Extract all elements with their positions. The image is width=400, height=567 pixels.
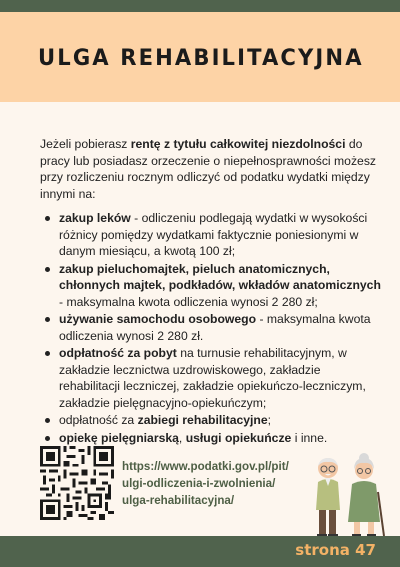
intro-bold: rentę z tytułu całkowitej niezdolności xyxy=(130,137,346,151)
item-separator: , xyxy=(178,430,186,445)
item-bold-2: usługi opiekuńcze xyxy=(185,430,292,445)
item-bold: używanie samochodu osobowego xyxy=(59,312,257,326)
list-item xyxy=(40,210,382,260)
elderly-couple-icon xyxy=(312,452,388,542)
item-bold: zakup pieluchomajtek, pieluch anatomicznych, chłonnych majtek, podkładów, wkładów anatomicznych xyxy=(59,261,381,292)
url-line-3: ulga-rehabilitacyjna/ xyxy=(122,494,235,507)
deduction-list xyxy=(40,210,382,447)
url-line-1: https://www.podatki.gov.pl/pit/ xyxy=(122,460,289,473)
item-text: - maksymalna kwota odliczenia wynosi 2 280 zł. xyxy=(59,312,371,343)
top-bar xyxy=(0,0,400,12)
list-item xyxy=(40,261,382,311)
intro-text-after: do pracy lub posiadasz orzeczenie o niepełnosprawności możesz przy rozliczeniu rocznym odliczyć od podatku wydatki między innymi na: xyxy=(40,137,377,201)
page-title: ULGA REHABILITACYJNA xyxy=(38,46,364,71)
item-text: ; xyxy=(267,413,272,427)
url-line-2: ulgi-odliczenia-i-zwolnienia/ xyxy=(122,477,276,490)
item-bold: odpłatność za pobyt xyxy=(59,346,177,360)
item-bold: zakup leków xyxy=(59,211,131,225)
page-number: strona 47 xyxy=(295,541,376,559)
url-link[interactable] xyxy=(122,458,322,509)
intro-paragraph xyxy=(40,136,376,202)
intro-text-before: Jeżeli pobierasz xyxy=(40,137,131,151)
list-item xyxy=(40,412,382,429)
item-prefix: odpłatność za xyxy=(59,413,138,427)
item-text: i inne. xyxy=(291,430,328,445)
list-item xyxy=(40,311,382,344)
list-item xyxy=(40,345,382,411)
item-bold: opiekę pielęgniarską xyxy=(59,430,179,445)
item-bold: zabiegi rehabilitacyjne xyxy=(137,413,268,427)
item-text: - odliczeniu podlegają wydatki w wysokości różnicy pomiędzy wydatkami faktycznie poniesionymi w danym miesiącu, a kwotą 100 zł; xyxy=(59,211,368,258)
item-text: - maksymalna kwota odliczenia wynosi 2 280 zł; xyxy=(59,294,318,309)
item-text: na turnusie rehabilitacyjnym, w zakładzie lecznictwa uzdrowiskowego, zakładzie rehabilitacji leczniczej, zakładzie opiekuńczo-leczniczym, zakładzie pielęgnacyjno-opiekuńczym; xyxy=(59,346,366,410)
list-item xyxy=(40,430,382,447)
qr-code-icon[interactable] xyxy=(40,446,114,520)
